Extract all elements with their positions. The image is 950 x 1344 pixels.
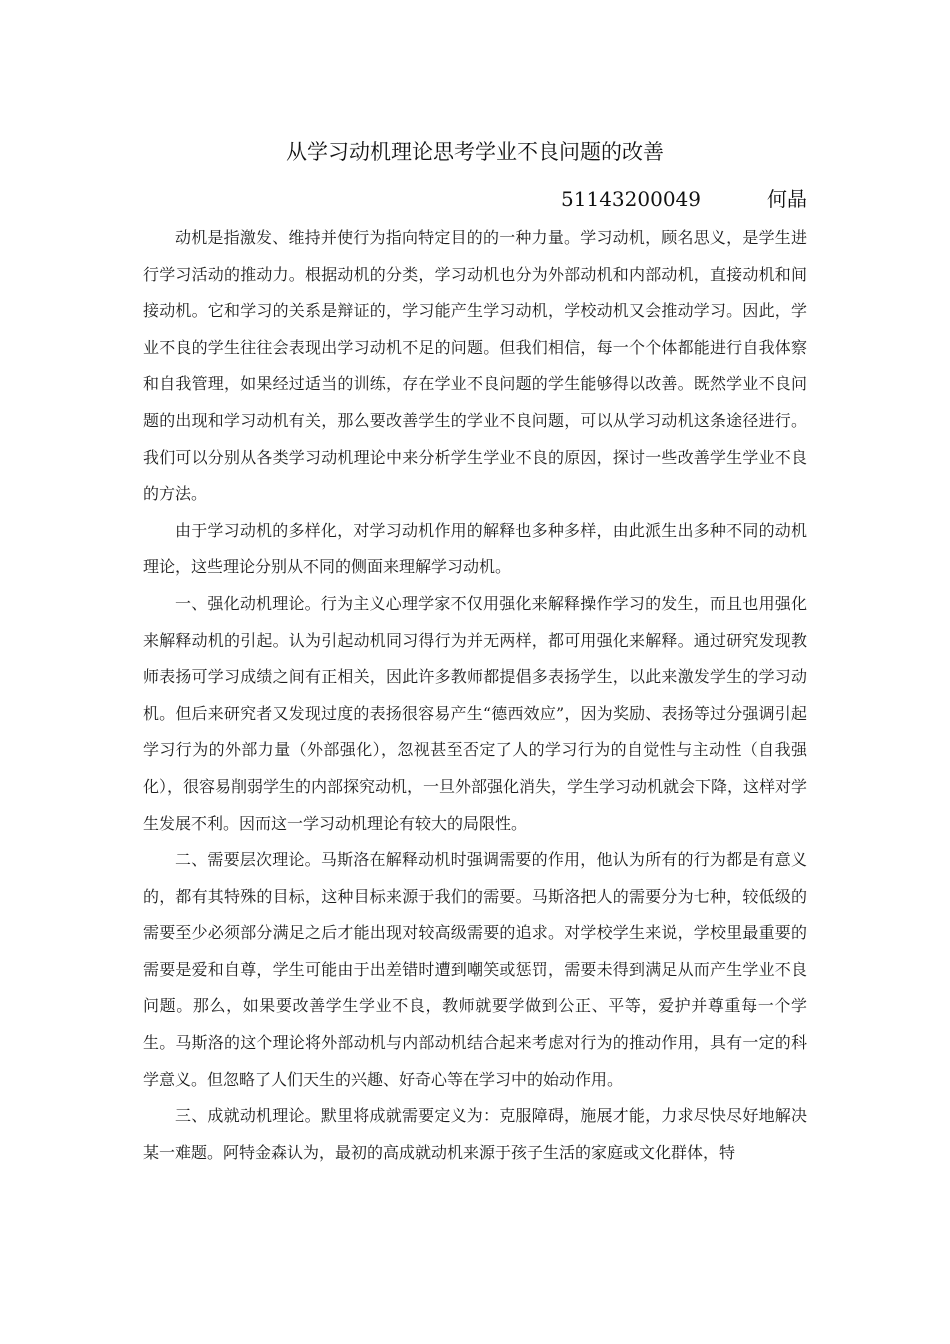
- paragraph: 动机是指激发、维持并使行为指向特定目的的一种力量。学习动机，顾名思义，是学生进行学习活动的推动力。根据动机的分类，学习动机也分为外部动机和内部动机，直接动机和间接动机。它和学习的关系是辩证的，学习能产生学习动机，学校动机又会推动学习。因此，学业不良的学生往往会表现出学习动机不足的问题。但我们相信，每一个个体都能进行自我体察和自我管理，如果经过适当的训练，存在学业不良问题的学生能够得以改善。既然学业不良问题的出现和学习动机有关，那么要改善学生的学业不良问题，可以从学习动机这条途径进行。我们可以分别从各类学习动机理论中来分析学生学业不良的原因，探讨一些改善学生学业不良的方法。: [143, 228, 807, 504]
- author-name: 何晶: [767, 187, 807, 211]
- paragraph: 二、需要层次理论。马斯洛在解释动机时强调需要的作用，他认为所有的行为都是有意义的，都有其特殊的目标，这种目标来源于我们的需要。马斯洛把人的需要分为七种，较低级的需要至少必须部分满足之后才能出现对较高级需要的追求。对学校学生来说，学校里最重要的需要是爱和自尊，学生可能由于出差错时遭到嘲笑或惩罚，需要未得到满足从而产生学业不良问题。那么，如果要改善学生学业不良，教师就要学做到公正、平等，爱护并尊重每一个学生。马斯洛的这个理论将外部动机与内部动机结合起来考虑对行为的推动作用，具有一定的科学意义。但忽略了人们天生的兴趣、好奇心等在学习中的始动作用。: [143, 850, 807, 1089]
- document-body: [143, 220, 807, 1171]
- paragraph: 一、强化动机理论。行为主义心理学家不仅用强化来解释操作学习的发生，而且也用强化来解释动机的引起。认为引起动机同习得行为并无两样，都可用强化来解释。通过研究发现教师表扬可学习成绩之间有正相关，因此许多教师都提倡多表扬学生，以此来激发学生的学习动机。但后来研究者又发现过度的表扬很容易产生“德西效应”，因为奖励、表扬等过分强调引起学习行为的外部力量（外部强化），忽视甚至否定了人的学习行为的自觉性与主动性（自我强化），很容易削弱学生的内部探究动机，一旦外部强化消失，学生学习动机就会下降，这样对学生发展不利。因而这一学习动机理论有较大的局限性。: [143, 593, 808, 833]
- document-title: 从学习动机理论思考学业不良问题的改善: [286, 140, 664, 164]
- author-line: [561, 183, 807, 215]
- paragraph: 三、成就动机理论。默里将成就需要定义为：克服障碍，施展才能，力求尽快尽好地解决某一难题。阿特金森认为，最初的高成就动机来源于孩子生活的家庭或文化群体，特: [143, 1106, 807, 1162]
- student-id: 51143200049: [561, 187, 701, 211]
- paragraph: 由于学习动机的多样化，对学习动机作用的解释也多种多样，由此派生出多种不同的动机理论，这些理论分别从不同的侧面来理解学习动机。: [143, 520, 807, 577]
